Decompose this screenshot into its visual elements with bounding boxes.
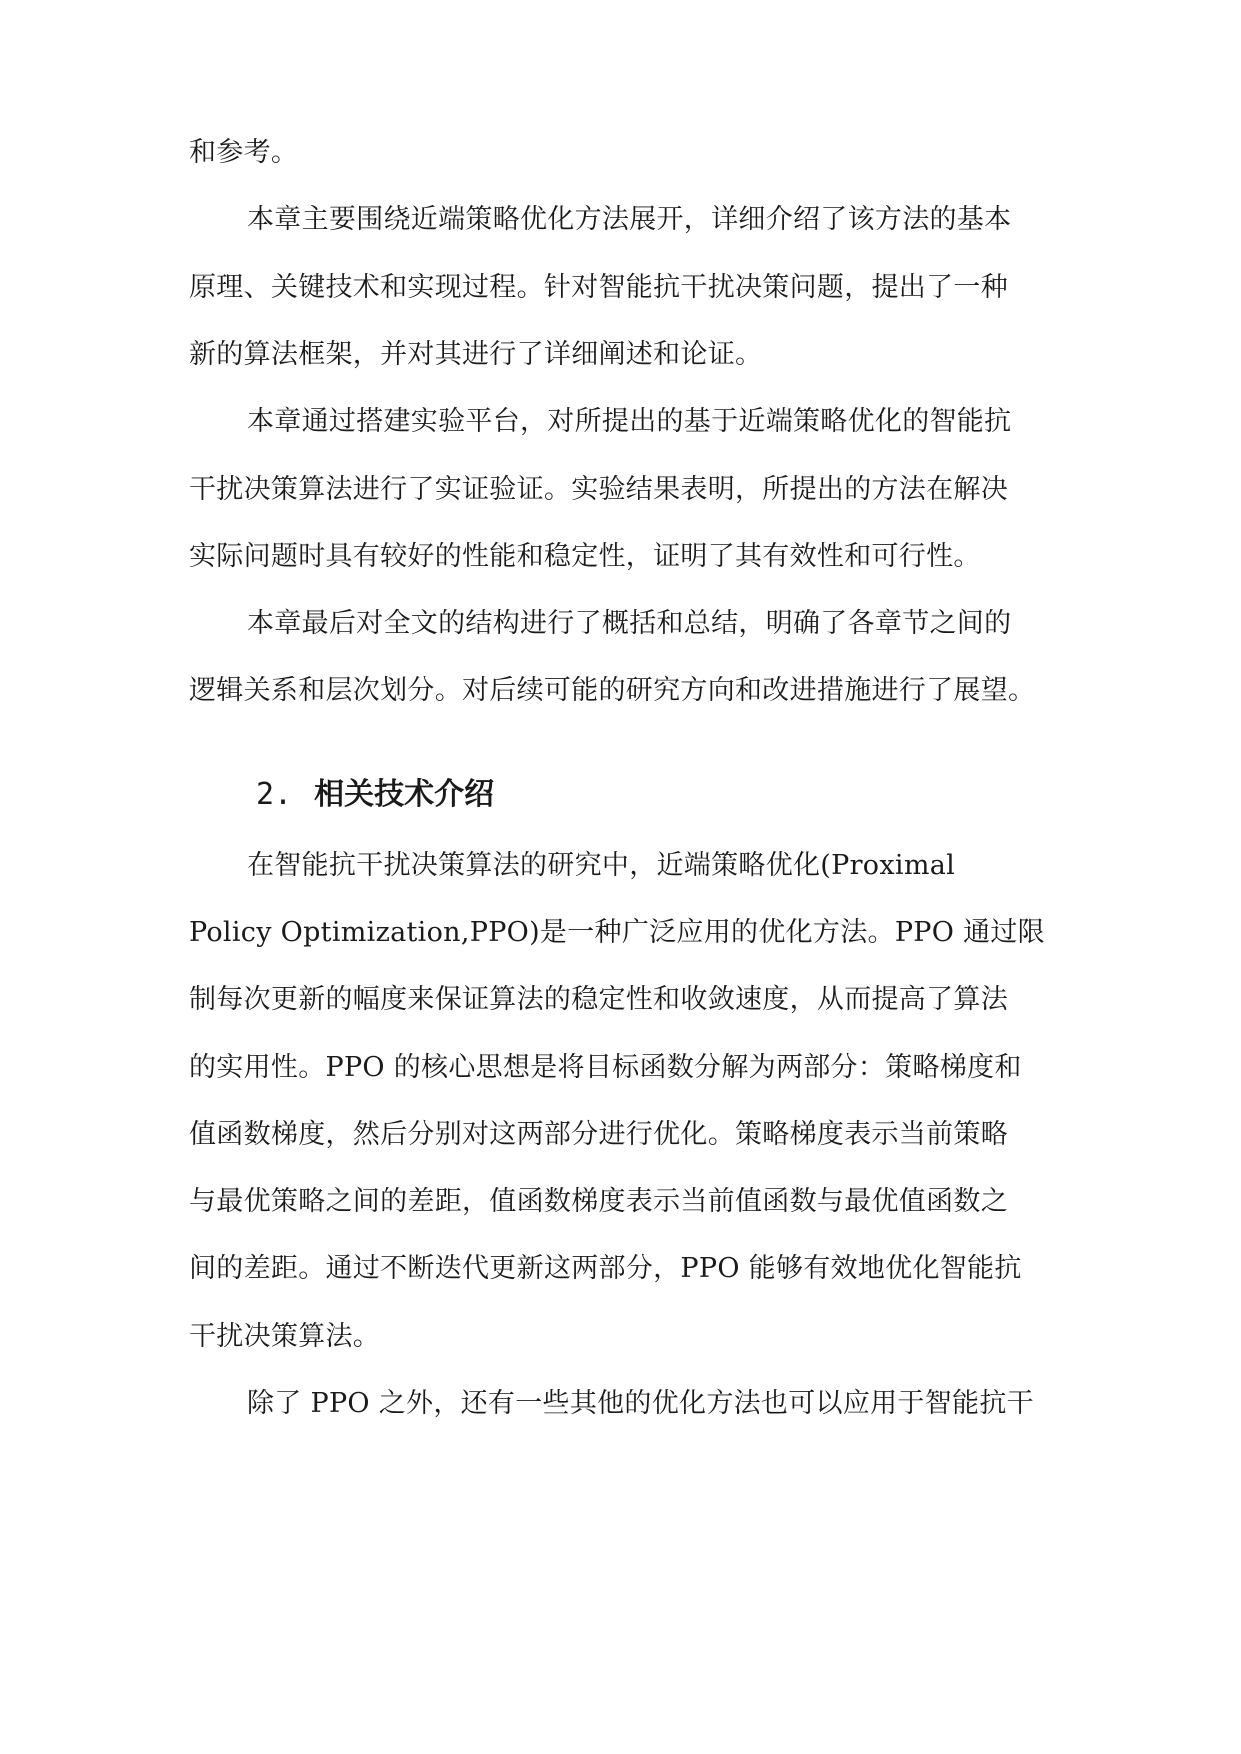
text-line: 干扰决策算法进行了实证验证。实验结果表明，所提出的方法在解决 bbox=[189, 474, 1008, 505]
section-number: 2. bbox=[256, 777, 293, 812]
paragraph-line: 除了 PPO 之外，还有一些其他的优化方法也可以应用于智能抗干 bbox=[247, 1388, 1034, 1419]
text-line: 与最优策略之间的差距，值函数梯度表示当前值函数与最优值函数之 bbox=[189, 1186, 1008, 1217]
paragraph-line: 在智能抗干扰决策算法的研究中，近端策略优化(Proximal bbox=[247, 850, 956, 881]
paragraph-line: 本章最后对全文的结构进行了概括和总结，明确了各章节之间的 bbox=[247, 608, 1012, 639]
text-line: 的实用性。PPO 的核心思想是将目标函数分解为两部分：策略梯度和 bbox=[189, 1052, 1022, 1083]
text-line: 和参考。 bbox=[189, 137, 299, 168]
text-line: 新的算法框架，并对其进行了详细阐述和论证。 bbox=[189, 339, 763, 370]
text-line: 值函数梯度，然后分别对这两部分进行优化。策略梯度表示当前策略 bbox=[189, 1119, 1008, 1150]
paragraph-line: 本章通过搭建实验平台，对所提出的基于近端策略优化的智能抗 bbox=[247, 406, 1012, 437]
text-line: Policy Optimization,PPO)是一种广泛应用的优化方法。PPO 通过限 bbox=[189, 917, 1045, 948]
text-line: 制每次更新的幅度来保证算法的稳定性和收敛速度，从而提高了算法 bbox=[189, 984, 1008, 1015]
section-heading bbox=[256, 775, 494, 815]
text-line: 实际问题时具有较好的性能和稳定性，证明了其有效性和可行性。 bbox=[189, 541, 981, 572]
text-line: 间的差距。通过不断迭代更新这两部分，PPO 能够有效地优化智能抗 bbox=[189, 1253, 1022, 1284]
paragraph-line: 本章主要围绕近端策略优化方法展开，详细介绍了该方法的基本 bbox=[247, 204, 1012, 235]
section-title: 相关技术介绍 bbox=[314, 777, 495, 812]
text-line: 干扰决策算法。 bbox=[189, 1321, 381, 1352]
text-line: 原理、关键技术和实现过程。针对智能抗干扰决策问题，提出了一种 bbox=[189, 272, 1008, 303]
text-line: 逻辑关系和层次划分。对后续可能的研究方向和改进措施进行了展望。 bbox=[189, 675, 1036, 706]
